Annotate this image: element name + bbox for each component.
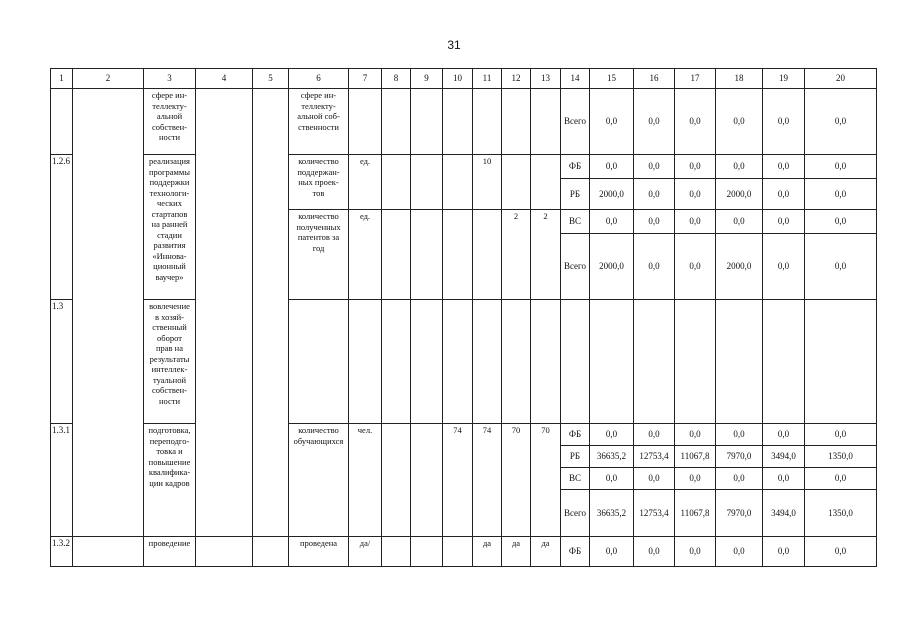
cell-value: 0,0 <box>805 155 877 179</box>
header-cell: 5 <box>253 69 289 89</box>
cell-measure: сфере ин- теллекту- альной собствен- ности <box>144 89 196 155</box>
cell-value: 0,0 <box>675 424 716 446</box>
cell-value: 0,0 <box>675 210 716 234</box>
header-cell: 4 <box>196 69 253 89</box>
cell-value: 2 <box>531 210 561 300</box>
cell-source: Всего <box>561 490 590 537</box>
cell-value: да <box>531 537 561 567</box>
cell-source: ВС <box>561 210 590 234</box>
header-cell: 1 <box>51 69 73 89</box>
header-cell: 6 <box>289 69 349 89</box>
cell-value: 0,0 <box>634 179 675 210</box>
cell-value: 0,0 <box>805 234 877 300</box>
cell-value: 0,0 <box>634 234 675 300</box>
cell-code: 1.2.6 <box>51 155 73 300</box>
cell-value: 0,0 <box>716 468 763 490</box>
header-cell: 18 <box>716 69 763 89</box>
cell-value: 12753,4 <box>634 490 675 537</box>
cell-value: 0,0 <box>716 155 763 179</box>
cell-value: 0,0 <box>590 89 634 155</box>
cell-measure: проведение <box>144 537 196 567</box>
cell-value: 36635,2 <box>590 446 634 468</box>
cell-value: 0,0 <box>590 424 634 446</box>
cell-value: 0,0 <box>634 155 675 179</box>
table-header-row <box>51 69 877 89</box>
header-cell: 13 <box>531 69 561 89</box>
cell-unit: ед. <box>349 155 382 210</box>
cell-source: ФБ <box>561 537 590 567</box>
cell-value: 74 <box>443 424 473 537</box>
cell-value: 0,0 <box>634 424 675 446</box>
cell-value: 10 <box>473 155 502 210</box>
header-cell: 10 <box>443 69 473 89</box>
cell-value: 7970,0 <box>716 490 763 537</box>
cell-value: 0,0 <box>763 424 805 446</box>
table-row <box>51 89 877 155</box>
cell-source: РБ <box>561 179 590 210</box>
cell-value: 2000,0 <box>716 234 763 300</box>
cell-unit: ед. <box>349 210 382 300</box>
cell-value: 0,0 <box>716 210 763 234</box>
cell-value: 2 <box>502 210 531 300</box>
cell-value: 70 <box>502 424 531 537</box>
header-cell: 8 <box>382 69 411 89</box>
cell-value: да <box>502 537 531 567</box>
cell-measure: реализация программы поддержки технологи- ческих стартапов на ранней стадии развития «Иннова- ционный ваучер» <box>144 155 196 300</box>
cell-value: 0,0 <box>763 210 805 234</box>
header-cell: 3 <box>144 69 196 89</box>
cell-indicator: сфере ин- теллекту- альной соб- ственности <box>289 89 349 155</box>
cell-value: 0,0 <box>805 424 877 446</box>
cell-value: 0,0 <box>716 537 763 567</box>
header-cell: 16 <box>634 69 675 89</box>
cell-value: 11067,8 <box>675 446 716 468</box>
budget-table <box>50 68 877 567</box>
cell-source: Всего <box>561 234 590 300</box>
cell-value: 0,0 <box>763 468 805 490</box>
cell-indicator: количество поддержан- ных проек- тов <box>289 155 349 210</box>
cell-value: 0,0 <box>675 179 716 210</box>
cell-code: 1.3.2 <box>51 537 73 567</box>
cell-indicator: количество обучающихся <box>289 424 349 537</box>
header-cell: 11 <box>473 69 502 89</box>
cell-value: 0,0 <box>763 234 805 300</box>
table-row <box>51 537 877 567</box>
cell-indicator: проведена <box>289 537 349 567</box>
cell-source: Всего <box>561 89 590 155</box>
cell-value: 2000,0 <box>716 179 763 210</box>
table-row <box>51 424 877 446</box>
cell-value: 0,0 <box>675 468 716 490</box>
cell-value: 0,0 <box>675 89 716 155</box>
cell-value: 0,0 <box>590 210 634 234</box>
cell-value: 0,0 <box>805 468 877 490</box>
cell-measure: вовлечение в хозяй- ственный оборот прав на результаты интеллек- туальной собствен- ности <box>144 300 196 424</box>
table-row <box>51 155 877 179</box>
cell-value: 0,0 <box>805 210 877 234</box>
cell-value: 2000,0 <box>590 234 634 300</box>
cell-value: 0,0 <box>634 210 675 234</box>
cell-value: да <box>473 537 502 567</box>
cell-value: 0,0 <box>716 424 763 446</box>
cell-value: 7970,0 <box>716 446 763 468</box>
cell-value: 0,0 <box>805 179 877 210</box>
cell-value: 1350,0 <box>805 490 877 537</box>
cell-value: 0,0 <box>763 155 805 179</box>
cell-source: РБ <box>561 446 590 468</box>
header-cell: 17 <box>675 69 716 89</box>
table-row <box>51 300 877 424</box>
cell-value: 0,0 <box>675 537 716 567</box>
header-cell: 14 <box>561 69 590 89</box>
cell-value: 0,0 <box>634 468 675 490</box>
cell-code: 1.3.1 <box>51 424 73 537</box>
cell-value: 2000,0 <box>590 179 634 210</box>
cell-value: 0,0 <box>590 468 634 490</box>
cell-value: 36635,2 <box>590 490 634 537</box>
cell-measure: подготовка, переподго- товка и повышение квалифика- ции кадров <box>144 424 196 537</box>
cell-value: 0,0 <box>675 234 716 300</box>
cell-value: 0,0 <box>634 89 675 155</box>
cell-value: 0,0 <box>590 155 634 179</box>
header-cell: 20 <box>805 69 877 89</box>
cell-value: 0,0 <box>590 537 634 567</box>
cell-value: 0,0 <box>805 89 877 155</box>
cell-value: 3494,0 <box>763 490 805 537</box>
cell-source: ВС <box>561 468 590 490</box>
header-cell: 2 <box>73 69 144 89</box>
cell-indicator: количество полученных патентов за год <box>289 210 349 300</box>
cell-value: 0,0 <box>763 537 805 567</box>
cell-value: 0,0 <box>805 537 877 567</box>
header-cell: 15 <box>590 69 634 89</box>
cell-value: 0,0 <box>675 155 716 179</box>
cell-value: 1350,0 <box>805 446 877 468</box>
cell-source: ФБ <box>561 424 590 446</box>
cell-value: 0,0 <box>716 89 763 155</box>
header-cell: 12 <box>502 69 531 89</box>
cell-unit: чел. <box>349 424 382 537</box>
cell-value: 0,0 <box>763 179 805 210</box>
header-cell: 7 <box>349 69 382 89</box>
header-cell: 19 <box>763 69 805 89</box>
cell-value: 70 <box>531 424 561 537</box>
cell-source: ФБ <box>561 155 590 179</box>
cell-value: 3494,0 <box>763 446 805 468</box>
cell-value: 74 <box>473 424 502 537</box>
cell-unit: да/ <box>349 537 382 567</box>
cell-code: 1.3 <box>51 300 73 424</box>
header-cell: 9 <box>411 69 443 89</box>
cell-value: 11067,8 <box>675 490 716 537</box>
page-number: 31 <box>447 38 461 52</box>
cell-value: 0,0 <box>763 89 805 155</box>
cell-value: 12753,4 <box>634 446 675 468</box>
cell-value: 0,0 <box>634 537 675 567</box>
